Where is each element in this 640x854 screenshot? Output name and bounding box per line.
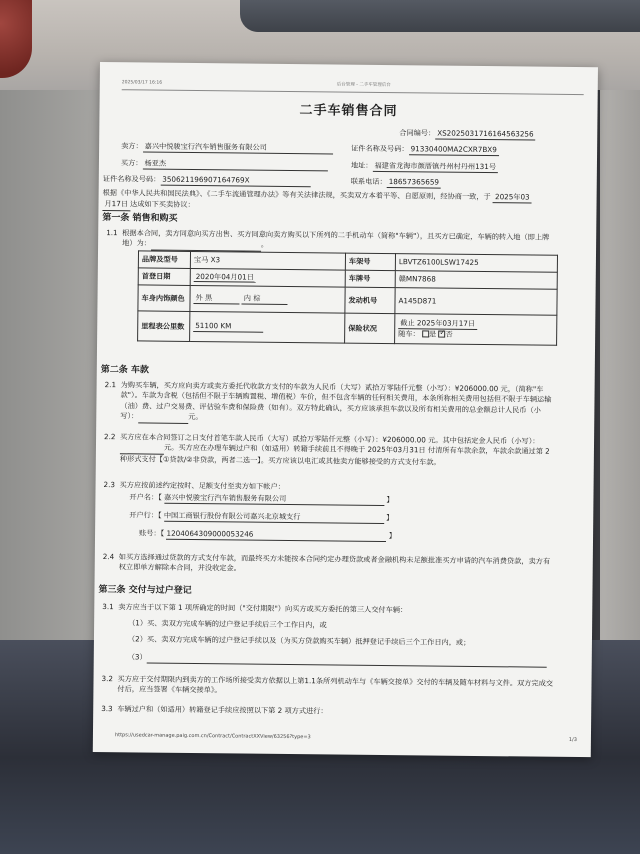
clause-3-1: 卖方应当于以下第 1 项所确定的时间（"交付期限"）向买方或买方委托的第三人交付车辆：	[118, 602, 408, 615]
preamble: 根据《中华人民共和国民法典》、《二手车流通管理办法》等有关法律法规，买卖双方本着平等、自愿原则，经协商一致，于 2025年03 月17日 达成如下买卖协议：	[102, 188, 530, 210]
vehicle-table	[137, 250, 558, 345]
option-1: （1）买、卖双方完成车辆的过户登记手续后三个工作日内，或	[128, 618, 327, 630]
reg-date-value: 2020年04月01日	[190, 268, 345, 287]
frame-value: LBVTZ6100LSW17425	[395, 254, 557, 273]
clause-2-3: 买方应按前述约定按时、足额支付至卖方如下帐户：	[119, 480, 285, 491]
clause-number: 2.3	[103, 480, 116, 490]
clause-3-2: 买方应于交付期限内到卖方的工作场所接受卖方依据以上第1.1条所列机动车与《车辆交接单》交付的车辆及随车材料与文件。双方完成交付后，应当签署《车辆交接单》。	[117, 674, 554, 695]
clause-number: 3.2	[101, 674, 114, 684]
phone-row: 联系电话： 18657365659	[350, 176, 440, 187]
reg-date-label: 首登日期	[138, 268, 190, 286]
insurance-label: 保险状况	[345, 313, 395, 344]
clause-number: 3.3	[101, 704, 113, 714]
bank-row: 开户行：【 中国工商银行股份有限公司嘉兴北京城支行 】	[129, 510, 394, 523]
clause-number: 2.1	[104, 380, 117, 390]
clause-2-1: 为购买车辆，买方应向卖方或卖方委托代收款方支付的车款为人民币（大写）贰拾万零陆仟元整（小写）：¥206000.00 元，（简称"车款"）。车款为含税（包括但不限于车辆购置税、增值税）车价，但不包含车辆的任何相关费用，本条所称相关费用包括但不限于车辆运输（油）费、过户交易费、评估验车费和保险费（如有）。双方特此确认，买方应该承担车款以及所有相关费用的总金额总计人民币（小写）： 元。	[120, 380, 556, 427]
article-1-heading: 第一条 销售和购买	[102, 213, 178, 224]
frame-label: 车架号	[345, 253, 395, 271]
clause-number: 3.1	[102, 602, 114, 612]
clause-2-2: 买方应在本合同签订之日支付首笔车款人民币（大写）贰拾万零陆仟元整（小写）：¥206000.00 元。其中包括定金人民币（小写）： 元。买方应在办理车辆过户和（如适用）转籍手续前且不得晚于 2025年03月31日 付清所有车款余款，车款余款通过第 2 种形式支付【①贷款/②非贷款，两者二选一】。买方应该以电汇或其他卖方能够接受的方式支付车款。	[119, 432, 550, 467]
clause-number: 1.1	[106, 228, 118, 238]
laptop-edge	[240, 0, 640, 32]
article-2-heading: 第二条 车款	[100, 365, 149, 376]
clause-1-1: 根据本合同，卖方同意向买方出售、买方同意向卖方购买以下所列的二手机动车（简称"车辆"），且买方已确定，车辆的转入地（即上牌地）为： 。	[122, 228, 558, 254]
desk-right	[600, 90, 640, 650]
brand-label: 品牌及型号	[138, 251, 190, 269]
article-3-heading: 第三条 交付与过户登记	[98, 585, 192, 596]
footer-url: https://usedcar-manage.paig.com.cn/Contract/ContractXXView/63256?type=3	[114, 732, 311, 741]
buyer-id-row: 证件名称及号码： 350621196907164769X	[103, 174, 311, 187]
clause-3-3: 车辆过户和（如适用）转籍登记手续应按照以下第 2 项方式进行：	[117, 704, 328, 716]
clause-2-4: 如买方选择通过贷款的方式支付车款，而最终买方未能按本合同约定办理贷款或者金融机构未足额批准买方申请的汽车消费贷款，卖方有权立即单方解除本合同，并没收定金。	[118, 552, 551, 573]
print-footer	[115, 732, 577, 744]
engine-label: 发动机号	[345, 287, 395, 314]
clause-number: 2.4	[102, 552, 115, 562]
mileage-value: 51100 KM	[190, 311, 345, 343]
page-number: 1/3	[568, 736, 577, 744]
desk-left	[0, 90, 110, 650]
print-site-title: 后台管理 - 二手车管理后台	[336, 82, 391, 89]
contract-number: 合同编号： XS2025031716164563256	[399, 128, 534, 139]
seller-row: 卖方： 嘉兴中悦骏宝行汽车销售服务有限公司	[121, 141, 333, 154]
plate-label: 车牌号	[345, 270, 395, 288]
plate-value: 赣MN7868	[395, 271, 557, 290]
insurance-yes-checkbox[interactable]	[422, 330, 429, 337]
color-value: 外 黑 内 棕	[190, 285, 345, 313]
insurance-no-checkbox[interactable]	[439, 331, 446, 338]
insurance-value: 截止 2025年03月17日 随车： 是 ✓ 否	[395, 314, 557, 346]
option-3: （3）	[128, 652, 547, 667]
engine-value: A145D871	[395, 288, 557, 316]
buyer-row: 买方： 杨亚杰	[121, 158, 328, 171]
account-name-row: 开户名：【 嘉兴中悦骏宝行汽车销售服务有限公司 】	[129, 492, 394, 505]
print-timestamp: 2025/03/17 16:16	[121, 80, 163, 86]
address-row: 地址： 福建省龙海市颜厝镇丹州村丹州131号	[350, 160, 497, 172]
seller-id-row: 证件名称及号码： 91330400MA2CXR7BX9	[351, 143, 497, 155]
contract-title: 二手车销售合同	[299, 103, 398, 120]
option-2: （2）买、卖双方完成车辆的过户登记手续以及（为买方贷款购买车辆）抵押登记手续后三个工作日内，或；	[127, 634, 471, 647]
color-label: 车身内饰颜色	[138, 285, 190, 312]
print-header	[122, 80, 584, 95]
clause-number: 2.2	[104, 432, 116, 442]
mileage-label: 里程表公里数	[138, 311, 190, 342]
contract-paper	[93, 62, 598, 757]
account-number-row: 账号：【 1204064309000053246 】	[139, 528, 397, 541]
brand-value: 宝马 X3	[190, 251, 345, 270]
